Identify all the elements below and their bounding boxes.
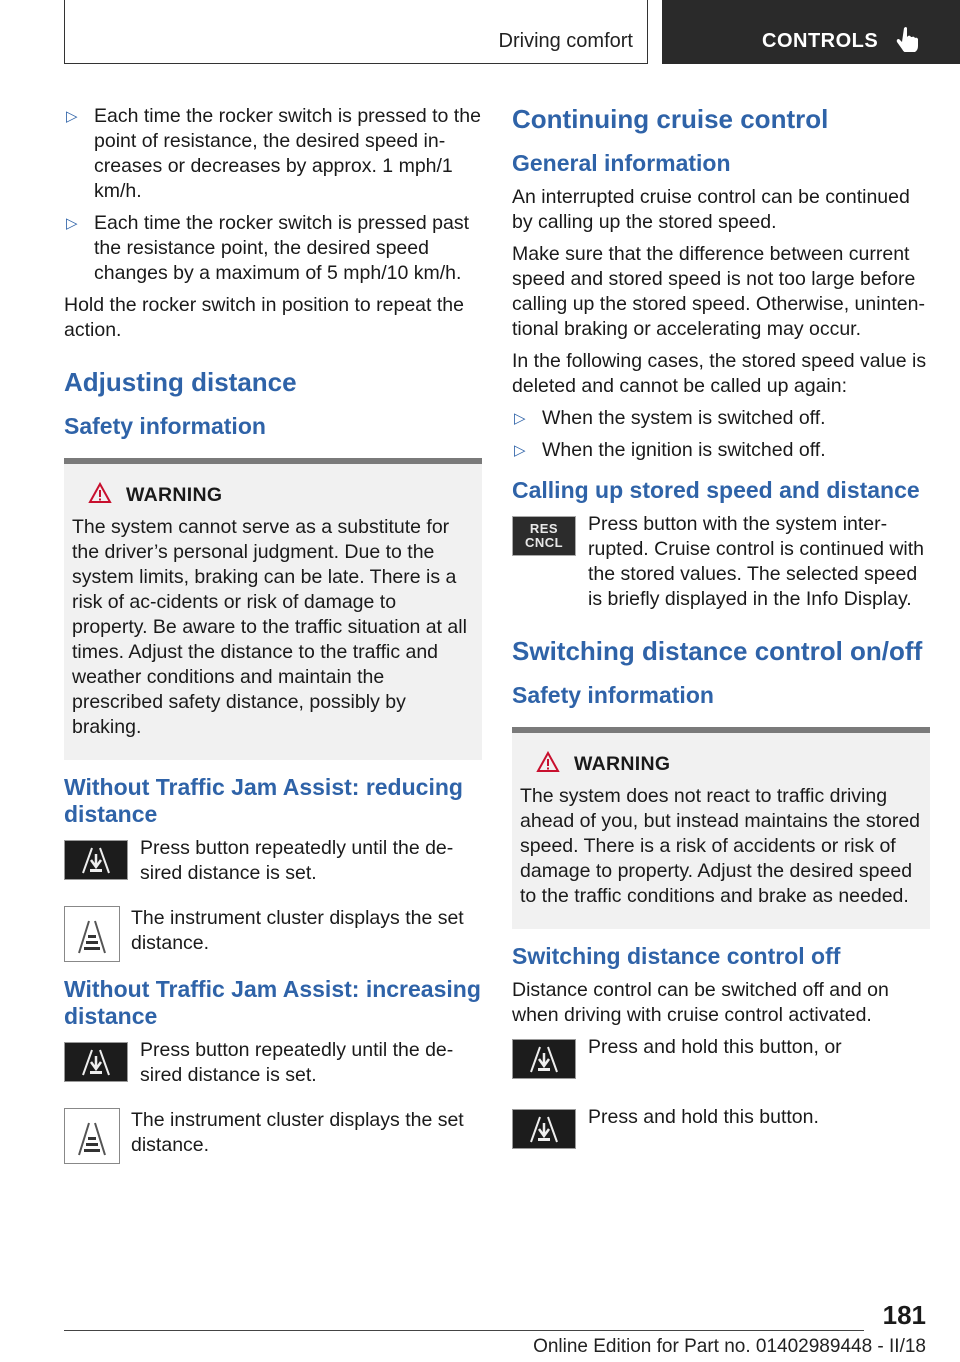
reduce-press-text: Press button repeatedly until the de-sired distance is set. — [140, 837, 454, 884]
general-p1: An interrupted cruise control can be continued by calling up the stored speed. — [512, 186, 910, 233]
press-hold-row-2 — [512, 1105, 930, 1157]
switch-off-text: Distance control can be switched off and on when driving with cruise control activated. — [512, 979, 889, 1026]
section-title: Driving comfort — [498, 30, 633, 52]
list-item: ▷ When the ignition is switched off. — [514, 439, 826, 461]
adjusting-distance-heading: Adjusting distance — [64, 367, 297, 397]
cases-list — [512, 406, 930, 463]
res-cncl-button-icon: RES CNCL — [512, 516, 576, 556]
triangle-bullet-icon: ▷ — [66, 215, 78, 232]
safety-info-heading: Safety information — [64, 413, 266, 439]
triangle-bullet-icon: ▷ — [66, 108, 78, 125]
reduce-cluster-row — [64, 906, 482, 958]
pointing-hand-icon — [896, 26, 920, 57]
distance-display-icon — [64, 906, 120, 962]
warning-text: The system does not react to traffic driving ahead of you, but instead maintains the stored speed. There is a risk of accidents or risk of damage to property. Adjust the desired speed to the traffic conditions and brake as needed. — [520, 785, 921, 907]
reduce-distance-heading: Without Traffic Jam Assist: reducing distance — [64, 774, 463, 827]
warning-title: WARNING — [126, 484, 223, 506]
hold-text: Hold the rocker switch in position to repeat the action. — [64, 294, 464, 341]
switch-off-heading: Switching distance control off — [512, 943, 841, 969]
footer-divider — [64, 1330, 864, 1331]
speed-adjust-list — [64, 104, 482, 286]
reduce-press-row — [64, 836, 482, 888]
increase-distance-heading: Without Traffic Jam Assist: increasing distance — [64, 976, 481, 1029]
reduce-cluster-text: The instrument cluster displays the set distance. — [131, 907, 464, 954]
triangle-bullet-icon: ▷ — [514, 442, 526, 459]
switching-heading: Switching distance control on/off — [512, 636, 923, 666]
increase-press-row — [64, 1038, 482, 1090]
list-item: ▷ Each time the rocker switch is pressed past the resistance point, the desired speed changes by a maximum of 5 mph/10 km/h. — [66, 212, 469, 284]
chapter-title: CONTROLS — [762, 30, 879, 52]
warning-icon — [536, 751, 560, 778]
right-column — [512, 104, 930, 1175]
distance-button-icon — [512, 1109, 576, 1149]
list-item: ▷ Each time the rocker switch is pressed to the point of resistance, the desired speed in-creases or decreases by approx. 1 mph/1 km/h. — [66, 105, 481, 202]
warning-title: WARNING — [574, 753, 671, 775]
warning-box — [64, 458, 482, 760]
increase-cluster-row — [64, 1108, 482, 1160]
list-item: ▷ When the system is switched off. — [514, 407, 826, 429]
edition-text: Online Edition for Part no. 01402989448 - II/18 — [533, 1336, 926, 1357]
continuing-heading: Continuing cruise control — [512, 104, 829, 134]
press-hold-row-1 — [512, 1035, 930, 1087]
distance-button-icon — [64, 1042, 128, 1082]
left-column — [64, 104, 482, 1178]
chapter-tab — [662, 0, 960, 64]
distance-button-icon — [64, 840, 128, 880]
warning-text: The system cannot serve as a substitute for the driver’s personal judgment. Due to the system limits, braking can be late. There is a risk of ac-cidents or risk of damage to property. Be aware to the traffic situation at all times. Adjust the distance to the traffic and weather conditions and maintain the prescribed safety distance, possibly by braking. — [72, 516, 467, 738]
header-section-box — [64, 0, 648, 64]
general-p2: Make sure that the difference between current speed and stored speed is not too large before calling up the stored speed. Otherwise, uninten-tional braking or accelerating may occur. — [512, 243, 925, 340]
press-hold-text-1: Press and hold this button, or — [588, 1036, 842, 1058]
increase-press-text: Press button repeatedly until the de-sired distance is set. — [140, 1039, 454, 1086]
page-number: 181 — [882, 1300, 926, 1330]
press-hold-text-2: Press and hold this button. — [588, 1106, 819, 1128]
warning-icon — [88, 482, 112, 509]
calling-text: Press button with the system inter-rupted. Cruise control is continued with the stored values. The selected speed is briefly displayed in the Info Display. — [588, 513, 925, 610]
increase-cluster-text: The instrument cluster displays the set distance. — [131, 1109, 464, 1156]
general-info-heading: General information — [512, 150, 731, 176]
safety-info-heading: Safety information — [512, 682, 714, 708]
triangle-bullet-icon: ▷ — [514, 410, 526, 427]
distance-button-icon — [512, 1039, 576, 1079]
warning-box — [512, 727, 930, 929]
distance-display-icon — [64, 1108, 120, 1164]
res-row — [512, 512, 930, 612]
general-p3: In the following cases, the stored speed value is deleted and cannot be called up again: — [512, 350, 927, 397]
calling-up-heading: Calling up stored speed and distance — [512, 477, 920, 503]
